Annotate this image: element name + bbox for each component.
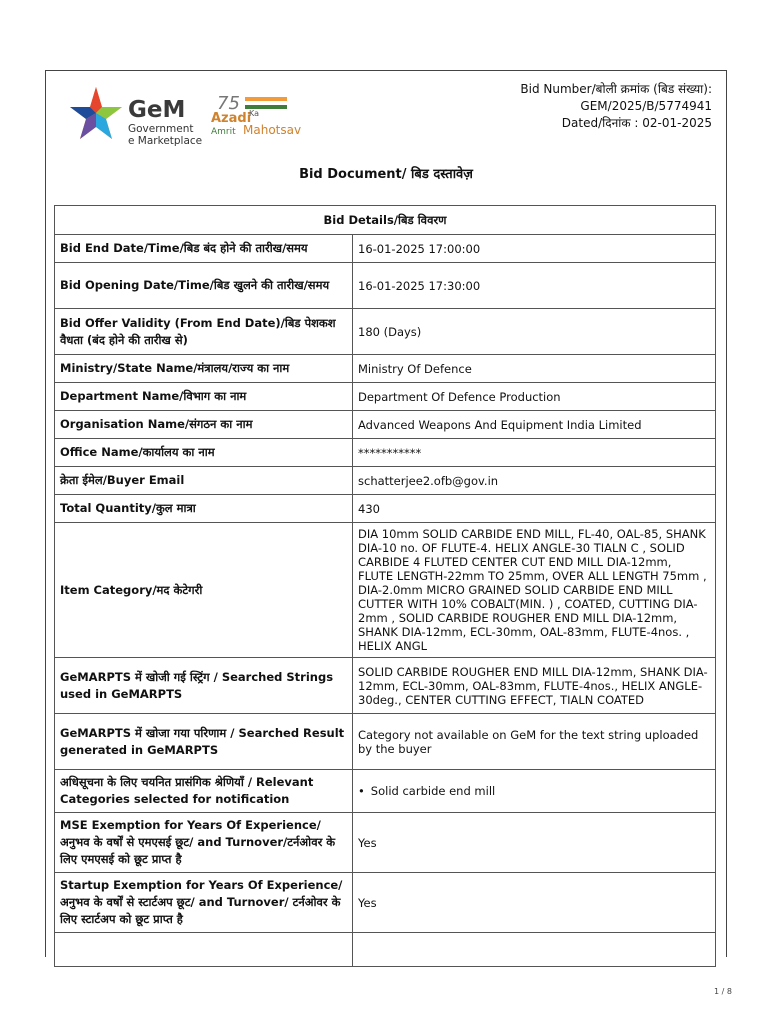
row-label: अधिसूचना के लिए चयनित प्रासंगिक श्रेणियाँ / Relevant Categories selected for notification <box>55 770 353 813</box>
bid-number: GEM/2025/B/5774941 <box>580 99 712 113</box>
row-label: Bid Opening Date/Time/बिड खुलने की तारीख/समय <box>55 263 353 309</box>
bid-number-label: Bid Number/बोली क्रमांक (बिड संख्या): <box>520 82 712 96</box>
ka-word: Ka <box>249 109 260 118</box>
table-row <box>55 467 716 495</box>
row-label: Bid End Date/Time/बिड बंद होने की तारीख/समय <box>55 235 353 263</box>
table-row <box>55 658 716 714</box>
table-row <box>55 309 716 355</box>
row-value: 430 <box>353 495 716 523</box>
table-row <box>55 411 716 439</box>
table-row <box>55 439 716 467</box>
bid-info <box>520 81 712 132</box>
azadi-ka-amrit-mahotsav-logo <box>211 93 302 139</box>
document-title: Bid Document/ बिड दस्तावेज़ <box>299 167 473 182</box>
bid-date: Dated/दिनांक : 02-01-2025 <box>561 116 712 130</box>
row-value: Ministry Of Defence <box>353 355 716 383</box>
gem-logo-line2: e Marketplace <box>128 135 203 147</box>
row-value: 16-01-2025 17:00:00 <box>353 235 716 263</box>
row-value: Category not available on GeM for the text string uploaded by the buyer <box>353 714 716 770</box>
page-number: 1 / 8 <box>714 987 732 996</box>
table-row <box>55 813 716 873</box>
row-value <box>353 933 716 967</box>
table-row <box>55 355 716 383</box>
row-value: 180 (Days) <box>353 309 716 355</box>
table-row <box>55 714 716 770</box>
row-value <box>353 770 716 813</box>
row-label: GeMARPTS में खोजा गया परिणाम / Searched Result generated in GeMARPTS <box>55 714 353 770</box>
flag-icon <box>245 97 287 109</box>
row-label: Item Category/मद केटेगरी <box>55 523 353 658</box>
row-value: Advanced Weapons And Equipment India Limited <box>353 411 716 439</box>
row-value: 16-01-2025 17:30:00 <box>353 263 716 309</box>
row-label <box>55 933 353 967</box>
table-header-row <box>55 206 716 235</box>
azadi-75: 75 <box>217 93 240 114</box>
document-page <box>45 70 727 957</box>
amrit-word: Amrit <box>211 127 236 137</box>
row-label: Ministry/State Name/मंत्रालय/राज्य का नाम <box>55 355 353 383</box>
row-label: GeMARPTS में खोजी गई स्ट्रिंग / Searched Strings used in GeMARPTS <box>55 658 353 714</box>
row-value: Yes <box>353 873 716 933</box>
gem-logo-title: GeM <box>128 97 186 123</box>
row-label: MSE Exemption for Years Of Experience/अनुभव के वर्षों से एमएसई छूट/ and Turnover/टर्नओवर के लिए एमएसई को छूट प्राप्त है <box>55 813 353 873</box>
row-label: Office Name/कार्यालय का नाम <box>55 439 353 467</box>
row-label: Startup Exemption for Years Of Experience/अनुभव के वर्षों से स्टार्टअप छूट/ and Turnover/ टर्नओवर के लिए स्टार्टअप को छूट प्राप्त है <box>55 873 353 933</box>
row-value: DIA 10mm SOLID CARBIDE END MILL, FL-40, OAL-85, SHANK DIA-10 no. OF FLUTE-4. HELIX ANGLE-30 TIALN C , SOLID CARBIDE 4 FLUTED CENTER CUT END MILL DIA-12mm, FLUTE LENGTH-22mm TO 25mm, OVER ALL LENGTH 75mm , DIA-2.0mm MICRO GRAINED SOLID CARBIDE END MILL CUTTER WITH 10% COBALT(MIN. ) , COATED, CUTTING DIA-2mm , SOLID CARBIDE ROUGHER END MILL DIA-12mm, SHANK DIA-12mm, ECL-30mm, OAL-83mm, FLUTE-4nos. , HELIX ANGL <box>353 523 716 658</box>
table-row <box>55 235 716 263</box>
gem-logo-line1: Government <box>128 123 194 135</box>
table-row <box>55 770 716 813</box>
row-label: क्रेता ईमेल/Buyer Email <box>55 467 353 495</box>
row-label: Organisation Name/संगठन का नाम <box>55 411 353 439</box>
table-row <box>55 495 716 523</box>
table-row <box>55 873 716 933</box>
table-row <box>55 263 716 309</box>
table-row <box>55 523 716 658</box>
category-list-item: • Solid carbide end mill <box>358 784 495 798</box>
mahotsav-word: Mahotsav <box>243 123 302 137</box>
row-label: Total Quantity/कुल मात्रा <box>55 495 353 523</box>
row-value: Yes <box>353 813 716 873</box>
row-label: Department Name/विभाग का नाम <box>55 383 353 411</box>
table-row <box>55 933 716 967</box>
azadi-word: Azadi <box>211 111 252 126</box>
row-value: Department Of Defence Production <box>353 383 716 411</box>
row-value: SOLID CARBIDE ROUGHER END MILL DIA-12mm, SHANK DIA-12mm, ECL-30mm, OAL-83mm, FLUTE-4nos., HELIX ANGLE-30deg., CENTER CUTTING EFFECT, TIALN COATED <box>353 658 716 714</box>
table-row <box>55 383 716 411</box>
row-value: schatterjee2.ofb@gov.in <box>353 467 716 495</box>
row-value: *********** <box>353 439 716 467</box>
bid-details-table <box>54 205 716 967</box>
gem-logo <box>66 83 206 147</box>
gem-star-icon <box>66 83 126 143</box>
table-header: Bid Details/बिड विवरण <box>55 206 716 235</box>
row-label: Bid Offer Validity (From End Date)/बिड पेशकश वैधता (बंद होने की तारीख से) <box>55 309 353 355</box>
